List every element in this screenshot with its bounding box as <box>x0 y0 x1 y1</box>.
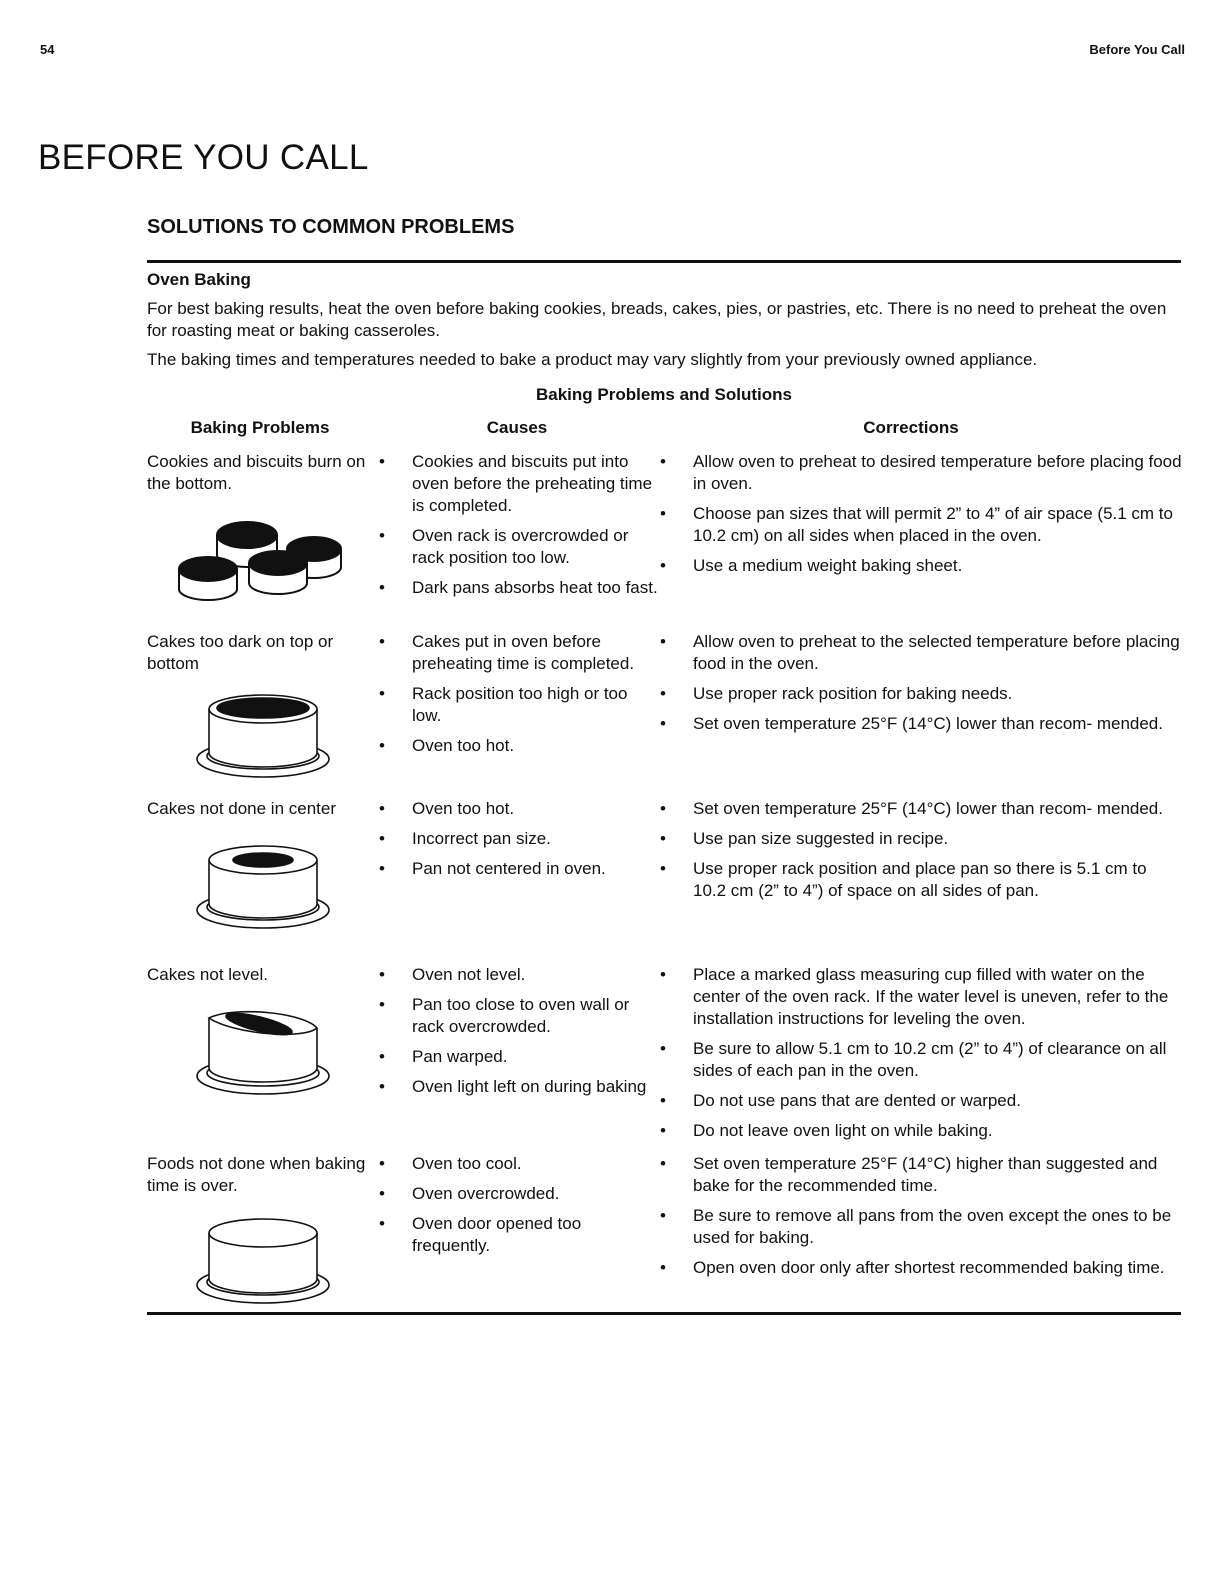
page-title: BEFORE YOU CALL <box>38 138 369 177</box>
list-item: • Cakes put in oven before preheating time is completed. <box>379 632 635 673</box>
list-item: • Pan too close to oven wall or rack overcrowded. <box>379 995 630 1036</box>
column-header-causes: Causes <box>486 418 548 437</box>
note-paragraph: The baking times and temperatures needed to bake a product may vary slightly from your previously owned appliance. <box>147 350 1038 369</box>
cause-text: Oven light left on during baking <box>412 1077 647 1096</box>
cake-not-level-illustration <box>193 1004 333 1099</box>
corrections-list <box>660 631 1182 743</box>
list-item: • Use proper rack position and place pan so there is 5.1 cm to 10.2 cm (2” to 4”) of space on all sides of pan. <box>660 859 1147 900</box>
cause-text: Oven not level. <box>412 965 526 984</box>
list-item: • Rack position too high or too low. <box>379 684 628 725</box>
correction-text: Use pan size suggested in recipe. <box>693 829 949 848</box>
list-item: • Dark pans absorbs heat too fast. <box>379 578 658 597</box>
causes-list <box>379 798 659 888</box>
cause-text: Pan too close to oven wall or rack overcrowded. <box>412 995 630 1036</box>
list-item: • Use proper rack position for baking needs. <box>660 684 1013 703</box>
problem-text: Foods not done when baking time is over. <box>147 1154 366 1195</box>
cause-text: Oven too cool. <box>412 1154 522 1173</box>
correction-text: Do not leave oven light on while baking. <box>693 1121 993 1140</box>
problem-text: Cookies and biscuits burn on the bottom. <box>147 452 366 493</box>
column-header-problems: Baking Problems <box>190 418 330 437</box>
corrections-list <box>660 451 1182 585</box>
cause-text: Oven too hot. <box>412 736 515 755</box>
cake-plain-illustration <box>193 1215 333 1307</box>
list-item: • Oven light left on during baking <box>379 1077 647 1096</box>
cause-text: Cakes put in oven before preheating time is completed. <box>412 632 635 673</box>
correction-text: Use proper rack position and place pan so there is 5.1 cm to 10.2 cm (2” to 4”) of space on all sides of pan. <box>693 859 1147 900</box>
list-item: • Cookies and biscuits put into oven before the preheating time is completed. <box>379 452 653 515</box>
list-item: • Pan not centered in oven. <box>379 859 606 878</box>
causes-list <box>379 631 659 765</box>
correction-text: Do not use pans that are dented or warped. <box>693 1091 1021 1110</box>
correction-text: Allow oven to preheat to desired temperature before placing food in oven. <box>693 452 1182 493</box>
correction-text: Set oven temperature 25°F (14°C) lower than recom- mended. <box>693 799 1163 818</box>
problem-text: Cakes not done in center <box>147 799 337 818</box>
list-item: • Do not use pans that are dented or warped. <box>660 1091 1021 1110</box>
correction-text: Place a marked glass measuring cup filled with water on the center of the oven rack. If the water level is uneven, refer to the installation instructions for leveling the oven. <box>693 965 1169 1028</box>
list-item: • Place a marked glass measuring cup filled with water on the center of the oven rack. If the water level is uneven, refer to the installation instructions for leveling the oven. <box>660 965 1169 1028</box>
corrections-list <box>660 798 1182 910</box>
column-header-corrections: Corrections <box>863 418 959 437</box>
list-item: • Set oven temperature 25°F (14°C) higher than suggested and bake for the recommended time. <box>660 1154 1158 1195</box>
problem-text: Cakes too dark on top or bottom <box>147 632 334 673</box>
corrections-list <box>660 1153 1182 1287</box>
list-item: • Incorrect pan size. <box>379 829 551 848</box>
list-item: • Use pan size suggested in recipe. <box>660 829 949 848</box>
problem-text: Cakes not level. <box>147 965 268 984</box>
list-item: • Open oven door only after shortest recommended baking time. <box>660 1258 1165 1277</box>
correction-text: Use a medium weight baking sheet. <box>693 556 963 575</box>
table-row <box>147 964 1181 1154</box>
table-row <box>147 451 1181 631</box>
list-item: • Use a medium weight baking sheet. <box>660 556 963 575</box>
correction-text: Set oven temperature 25°F (14°C) lower than recom- mended. <box>693 714 1163 733</box>
correction-text: Allow oven to preheat to the selected temperature before placing food in the oven. <box>693 632 1180 673</box>
list-item: • Do not leave oven light on while baking. <box>660 1121 993 1140</box>
section-heading: SOLUTIONS TO COMMON PROBLEMS <box>147 216 515 238</box>
list-item: • Allow oven to preheat to the selected temperature before placing food in the oven. <box>660 632 1180 673</box>
cake-dark-top-illustration <box>193 691 333 781</box>
correction-text: Be sure to allow 5.1 cm to 10.2 cm (2” to 4”) of clearance on all sides of each pan in the oven. <box>693 1039 1167 1080</box>
causes-list <box>379 964 659 1106</box>
list-item: • Choose pan sizes that will permit 2” to 4” of air space (5.1 cm to 10.2 cm) on all sides when placed in the oven. <box>660 504 1173 545</box>
list-item: • Oven too hot. <box>379 799 515 818</box>
cause-text: Oven door opened too frequently. <box>412 1214 582 1255</box>
list-item: • Oven not level. <box>379 965 526 984</box>
page-number: 54 <box>40 42 55 57</box>
correction-text: Use proper rack position for baking needs. <box>693 684 1013 703</box>
cause-text: Cookies and biscuits put into oven before the preheating time is completed. <box>412 452 653 515</box>
cause-text: Oven too hot. <box>412 799 515 818</box>
burnt-cookies-illustration <box>175 517 350 607</box>
correction-text: Open oven door only after shortest recommended baking time. <box>693 1258 1165 1277</box>
cause-text: Incorrect pan size. <box>412 829 551 848</box>
list-item: • Oven too hot. <box>379 736 515 755</box>
table-title: Baking Problems and Solutions <box>536 385 792 404</box>
correction-text: Choose pan sizes that will permit 2” to 4” of air space (5.1 cm to 10.2 cm) on all sides when placed in the oven. <box>693 504 1173 545</box>
list-item: • Pan warped. <box>379 1047 508 1066</box>
table-row <box>147 798 1181 963</box>
causes-list <box>379 451 659 607</box>
cause-text: Oven rack is overcrowded or rack position too low. <box>412 526 629 567</box>
cause-text: Pan not centered in oven. <box>412 859 606 878</box>
running-title: Before You Call <box>1089 42 1185 57</box>
list-item: • Oven too cool. <box>379 1154 522 1173</box>
bottom-rule <box>147 1312 1181 1315</box>
list-item: • Oven rack is overcrowded or rack position too low. <box>379 526 629 567</box>
list-item: • Set oven temperature 25°F (14°C) lower than recom- mended. <box>660 714 1163 733</box>
cause-text: Oven overcrowded. <box>412 1184 560 1203</box>
cause-text: Rack position too high or too low. <box>412 684 628 725</box>
correction-text: Set oven temperature 25°F (14°C) higher than suggested and bake for the recommended time. <box>693 1154 1158 1195</box>
subsection-heading: Oven Baking <box>147 270 251 289</box>
list-item: • Oven overcrowded. <box>379 1184 560 1203</box>
corrections-list <box>660 964 1182 1150</box>
table-row <box>147 631 1181 798</box>
table-row <box>147 1153 1181 1313</box>
top-rule <box>147 260 1181 263</box>
cause-text: Dark pans absorbs heat too fast. <box>412 578 658 597</box>
list-item: • Allow oven to preheat to desired temperature before placing food in oven. <box>660 452 1182 493</box>
cake-undone-center-illustration <box>193 840 333 930</box>
correction-text: Be sure to remove all pans from the oven except the ones to be used for baking. <box>693 1206 1172 1247</box>
cause-text: Pan warped. <box>412 1047 508 1066</box>
causes-list <box>379 1153 659 1265</box>
list-item: • Be sure to remove all pans from the oven except the ones to be used for baking. <box>660 1206 1172 1247</box>
list-item: • Oven door opened too frequently. <box>379 1214 582 1255</box>
list-item: • Set oven temperature 25°F (14°C) lower than recom- mended. <box>660 799 1163 818</box>
list-item: • Be sure to allow 5.1 cm to 10.2 cm (2” to 4”) of clearance on all sides of each pan in the oven. <box>660 1039 1167 1080</box>
intro-paragraph: For best baking results, heat the oven before baking cookies, breads, cakes, pies, or pastries, etc. There is no need to preheat the oven for roasting meat or baking casseroles. <box>147 299 1167 340</box>
